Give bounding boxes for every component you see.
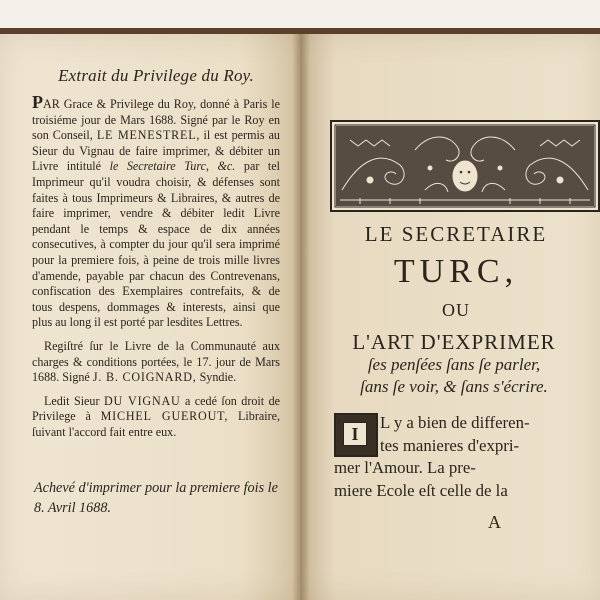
body-line-3: mer l'Amour. La pre- (334, 458, 476, 478)
privilege-text-1: AR Grace & Privilege du Roy, donné à Paris le troisiéme jour de Mars 1688. Signé par le Roy en son Conseil, (32, 97, 280, 143)
achieve-imprint: Achevé d'imprimer pour la premiere fois le 8. Avril 1688. (34, 480, 278, 516)
registre-text: Regiſtré ſur le Livre de la Communauté aux charges & conditions portées, le 17. jour de Mars 1688. Signé (32, 338, 280, 385)
body-line-1: L y a bien de differen- (380, 413, 530, 432)
privilege-text-3: par tel Imprimeur qu'il voudra choisir, & défenses sont faites à tous Imprimeurs & Libraires, & autres de faire imprimer, vendre & débiter ledit Livre pendant le temps & espace de dix années consecutives, à compter du jour qu'il sera imprimé pour la premiere fois, à peine de trois mille livres d'amende, payable par chacun des Contrevenans, confiscation des Exemplaires contrefaits, & de tous despens, dommages & interests, ainsi que plus au long il est porté par lesdites Lettres. (32, 159, 280, 330)
title-line-3: OU (442, 300, 470, 320)
cession-paragraph (32, 394, 280, 441)
registre-signature: J. B. COIGNARD, (92, 370, 197, 385)
registre-paragraph (32, 339, 280, 386)
privilege-text (32, 92, 281, 440)
cession-text-1: Ledit Sieur (44, 393, 100, 408)
privilege-book-title: le Secretaire Turc, &c. (109, 159, 236, 174)
registre-end: Syndie. (199, 370, 237, 385)
cession-name-2: MICHEL GUEROUT, (100, 409, 229, 424)
body-line-2: tes manieres d'expri- (380, 435, 520, 455)
cession-name-1: DU VIGNAU (103, 393, 181, 408)
body-line-4: miere Ecole eſt celle de la (334, 480, 508, 500)
title-line-6: ſans ſe voir, & ſans s'écrire. (360, 377, 548, 396)
cession-text-2: a cedé ſon droit de Privilege à (32, 393, 281, 424)
headpiece-ornament-icon (330, 120, 600, 212)
title-line-2: TURC, (393, 253, 519, 290)
book-gutter (292, 34, 310, 600)
cession-text-3: Libraire, ſuivant l'accord fait entre eux. (32, 409, 280, 439)
catchword: A (488, 512, 501, 532)
privilege-name-1: LE MENESTREL (96, 128, 197, 143)
privilege-dropcap: P (32, 92, 43, 112)
privilege-text-2: , il est permis au Sieur du Vignau de faire imprimer, & débiter un Livre intitulé (32, 128, 280, 174)
privilege-title: Extrait du Privilege du Roy. (58, 66, 254, 85)
dropcap-letter: I (343, 422, 367, 446)
ornamental-headpiece (330, 120, 600, 212)
title-line-4: L'ART D'EXPRIMER (352, 330, 556, 354)
chapter-text (334, 412, 572, 502)
title-line-1: LE SECRETAIRE (364, 222, 548, 246)
title-line-5: ſes penſées ſans ſe parler, (367, 355, 541, 374)
